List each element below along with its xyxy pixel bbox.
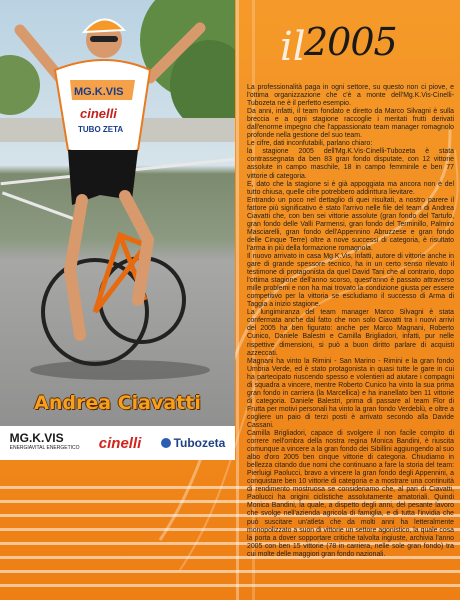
sponsor-mgkvis-label: MG.K.VIS: [9, 431, 64, 445]
jersey-sponsor-3: TUBO ZETA: [78, 125, 124, 134]
article-paragraph: Magnani ha vinto la Rimini - San Marino - Rimini e la gran fondo Umbria Verde, ed è stato protagonista in quasi tutte le gare in cui ha partecipato riuscendo spesso e volentieri ad aiutare i compagni di squadra a vincere, mentre Roberto Cunico ha vinto la sua prima gran fondo in carriera (la Marcellica) e ha inanellato ben 11 vittorie di categoria. Daniele Balestri, prima di passare al team Flor di Frutta per motivi personali ha vinto la gran fondo Verdeblù, e oltre a cogliere un paio di terzi posti è arrivato secondo alla Davide Cassani.: [247, 357, 454, 429]
article-paragraph: Entrando un poco nel dettaglio di quei risultati, a nostro parere il fattore più significativo è stato l'arrivo nelle file del team di Andrea Ciavatti che, con ben sei vittorie assolute (gran fondo del Tartufo, gran fondo delle Valli Parmensi, gran fondo del Terminillo, Palmiro Masciarelli, gran fondo dell'Appennino Abruzzese e gran fondo delle Cinque Terre) oltre a nove successi di categoria, è risultato l'arma in più della formazione romagnola.: [247, 196, 454, 252]
heading-prefix: il: [280, 24, 306, 70]
jersey-sponsor-2: cinelli: [80, 106, 117, 121]
tubozeta-logo-icon: [161, 438, 171, 448]
article-paragraph: Il nuovo arrivato in casa Mg.K.Vis, infatti, autore di vittorie anche in gare di grande spessore tecnico, ha in un certo senso rilevato il testimone di protagonista da quel David Tani che al contrario, dopo l'ottima stagione dell'anno scorso, quest'anno è passato attraverso mille problemi e non ha mai trovato la condizione giusta per essere competitivo per la vittoria se escludiamo il successo di Arma di Taggia a inizio stagione.: [247, 252, 454, 309]
cyclist-photo: [0, 0, 235, 435]
sponsor-mgkvis-sub: ENERGIAVITAL ENERGETICO: [9, 445, 80, 451]
article-paragraph: la stagione 2005 dell'Mg.K.Vis-Cinelli-Tubozeta è stata contrassegnata da ben 83 gran fondo disputate, con 12 vittorie assolute in campo maschile, 18 in campo femminile e ben 77 vittorie di categoria.: [247, 148, 454, 180]
article-paragraph: Le cifre, dati inconfutabili, parlano chiaro:: [247, 140, 373, 148]
article-paragraph: Da anni, infatti, il team fondato e diretto da Marco Silvagni è sulla breccia e a ogni stagione raccoglie i meritati frutti derivati dall'enorme impegno che l'appassionato team manager romagnolo profonde nella gestione del suo team.: [247, 108, 454, 140]
article-body: [247, 84, 454, 559]
year-heading: [280, 16, 460, 76]
article-paragraph: La lungimiranza del team manager Marco Silvagni è stata confermata anche dal fatto che non solo Ciavatti tra i nuovi arrivi del 2005 ha ben figurato: anche per Marco Magnani, Roberto Cunico, Daniele Balestri e Camilla Brigliadori, infatti, pur nelle rispettive dimensioni, si può a buon diritto parlare di acquisti azzeccati.: [247, 309, 454, 357]
sponsor-tubozeta: [161, 436, 226, 450]
rider-name-caption: Andrea Ciavatti: [34, 392, 201, 414]
sponsor-cinelli: cinelli: [98, 434, 142, 452]
sponsor-mgkvis: [10, 433, 80, 453]
sponsor-tubozeta-label: Tubozeta: [173, 436, 226, 450]
sponsor-bar: [0, 426, 235, 460]
heading-year: 2005: [304, 20, 397, 64]
article-paragraph: La professionalità paga in ogni settore, su questo non ci piove, e l'ottima organizzazione che c'è a monte dell'Mg.K.Vis-Cinelli-Tubozeta ne è il perfetto esempio.: [247, 84, 454, 108]
article-paragraph: E, dato che la stagione si è già appoggiata ma ancora non è del tutto chiusa, quelle cifre potrebbero addirittura lievitare.: [247, 180, 454, 196]
jersey-sponsor-1: MG.K.VIS: [74, 86, 124, 98]
article-paragraph: Camilla Brigliadori, capace di svolgere il non facile compito di correre nell'ombra della nostra regina Monica Bandini, è riuscita comunque a vincere a la gran fondo dei Sibillini aggiungendo al suo albo d'oro 2005 ben cinque vittorie di categoria. Chiudiamo in bellezza citando due nomi che continuano a fare la storia del team: Pierluigi Paolucci, bravo a vincere la gran fondo degli Appennini, a conquistare ben 10 vittorie di categoria e a mostrare una continuità di rendimento mostruosa se consideriamo che, al pari di Ciavatti, Paolucci ha origini ciclistiche assolutamente amatoriali. Quindi Monica Bandini, la quale, a dispetto degli anni, del pesante lavoro che svolge nell'azienda agricola di famiglia, e di tutta l'invidia che può suscitare un'atleta che da molti anni ha letteralmente monopolizzato a suon di vittorie un settore agonistico, la quale cosa la porta a dover sopportare critiche talvolta ingiuste, archivia l'anno 2005 con ben 15 vittorie (78 in carriera, nelle sole gran fondo) tra cui molte delle maggiori gran fondo nazionali.: [247, 430, 454, 558]
cyclist-figure: [0, 0, 235, 435]
